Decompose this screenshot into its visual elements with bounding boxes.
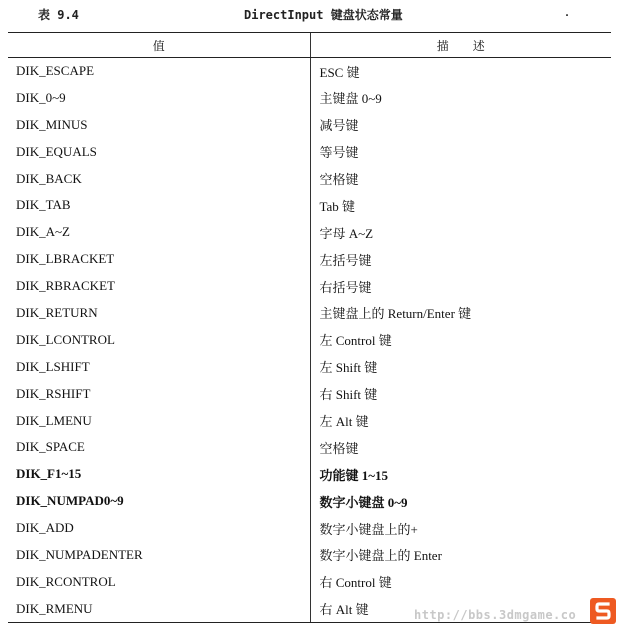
row-value: DIK_LSHIFT — [16, 358, 90, 374]
table-row — [8, 58, 611, 85]
row-description: 左 Alt 键 — [310, 407, 611, 434]
row-description: 空格键 — [310, 165, 611, 192]
dik-constants-table — [8, 32, 611, 623]
table-body — [8, 58, 611, 623]
row-description: 右括号键 — [310, 273, 611, 300]
row-value: DIK_TAB — [16, 197, 71, 213]
row-description: 字母 A~Z — [310, 219, 611, 246]
header-description: 描 述 — [310, 33, 611, 58]
row-value: DIK_0~9 — [16, 89, 66, 105]
row-value: DIK_A~Z — [16, 224, 70, 240]
row-value: DIK_NUMPADENTER — [16, 546, 143, 562]
row-description: 数字小键盘上的 Enter — [310, 542, 611, 569]
row-value: DIK_ESCAPE — [16, 63, 95, 79]
table-header-row — [8, 33, 611, 58]
table-row — [8, 219, 611, 246]
row-value: DIK_RETURN — [16, 304, 98, 320]
row-description: 右 Shift 键 — [310, 380, 611, 407]
row-description: 主键盘上的 Return/Enter 键 — [310, 300, 611, 327]
table-row — [8, 246, 611, 273]
table-number: 表 9.4 — [38, 8, 79, 22]
caption-mark: . — [564, 8, 571, 19]
row-value: DIK_LMENU — [16, 412, 92, 428]
watermark-url: http://bbs.3dmgame.co — [414, 608, 577, 622]
table-row — [8, 138, 611, 165]
table-row — [8, 353, 611, 380]
table-row — [8, 407, 611, 434]
row-description: 主键盘 0~9 — [310, 84, 611, 111]
table-row — [8, 434, 611, 461]
row-description: Tab 键 — [310, 192, 611, 219]
row-value: DIK_RSHIFT — [16, 385, 91, 401]
header-value: 值 — [8, 33, 310, 58]
table-row — [8, 542, 611, 569]
row-value: DIK_RBRACKET — [16, 278, 115, 294]
row-value: DIK_F1~15 — [16, 466, 82, 482]
table-row — [8, 192, 611, 219]
table-row — [8, 488, 611, 515]
table-row — [8, 568, 611, 595]
table-row — [8, 84, 611, 111]
row-description: ESC 键 — [310, 58, 611, 85]
row-description: 等号键 — [310, 138, 611, 165]
row-value: DIK_LBRACKET — [16, 251, 115, 267]
row-value: DIK_RMENU — [8, 595, 310, 622]
row-description: 右 Alt 键 — [310, 595, 611, 622]
table-row — [8, 165, 611, 192]
row-value: DIK_RCONTROL — [16, 573, 116, 589]
row-value: DIK_BACK — [16, 170, 82, 186]
row-description: 空格键 — [310, 434, 611, 461]
row-description: 减号键 — [310, 111, 611, 138]
row-value: DIK_LCONTROL — [16, 331, 115, 347]
row-description: 数字小键盘上的+ — [310, 515, 611, 542]
table-row — [8, 380, 611, 407]
row-description: 左括号键 — [310, 246, 611, 273]
table-row — [8, 273, 611, 300]
table-row — [8, 111, 611, 138]
table-row — [8, 461, 611, 488]
table-row — [8, 326, 611, 353]
row-value: DIK_ADD — [16, 520, 74, 536]
watermark-logo-icon — [590, 598, 616, 624]
row-value: DIK_NUMPAD0~9 — [16, 493, 124, 509]
table-title: DirectInput 键盘状态常量 — [244, 8, 403, 22]
table-caption — [0, 4, 621, 22]
row-description: 功能键 1~15 — [310, 461, 611, 488]
row-description: 右 Control 键 — [310, 568, 611, 595]
row-description: 数字小键盘 0~9 — [310, 488, 611, 515]
row-description: 左 Shift 键 — [310, 353, 611, 380]
row-description: 左 Control 键 — [310, 326, 611, 353]
table-row — [8, 300, 611, 327]
row-value: DIK_SPACE — [16, 439, 85, 455]
row-value: DIK_EQUALS — [16, 143, 97, 159]
row-value: DIK_MINUS — [16, 116, 88, 132]
table-row — [8, 515, 611, 542]
